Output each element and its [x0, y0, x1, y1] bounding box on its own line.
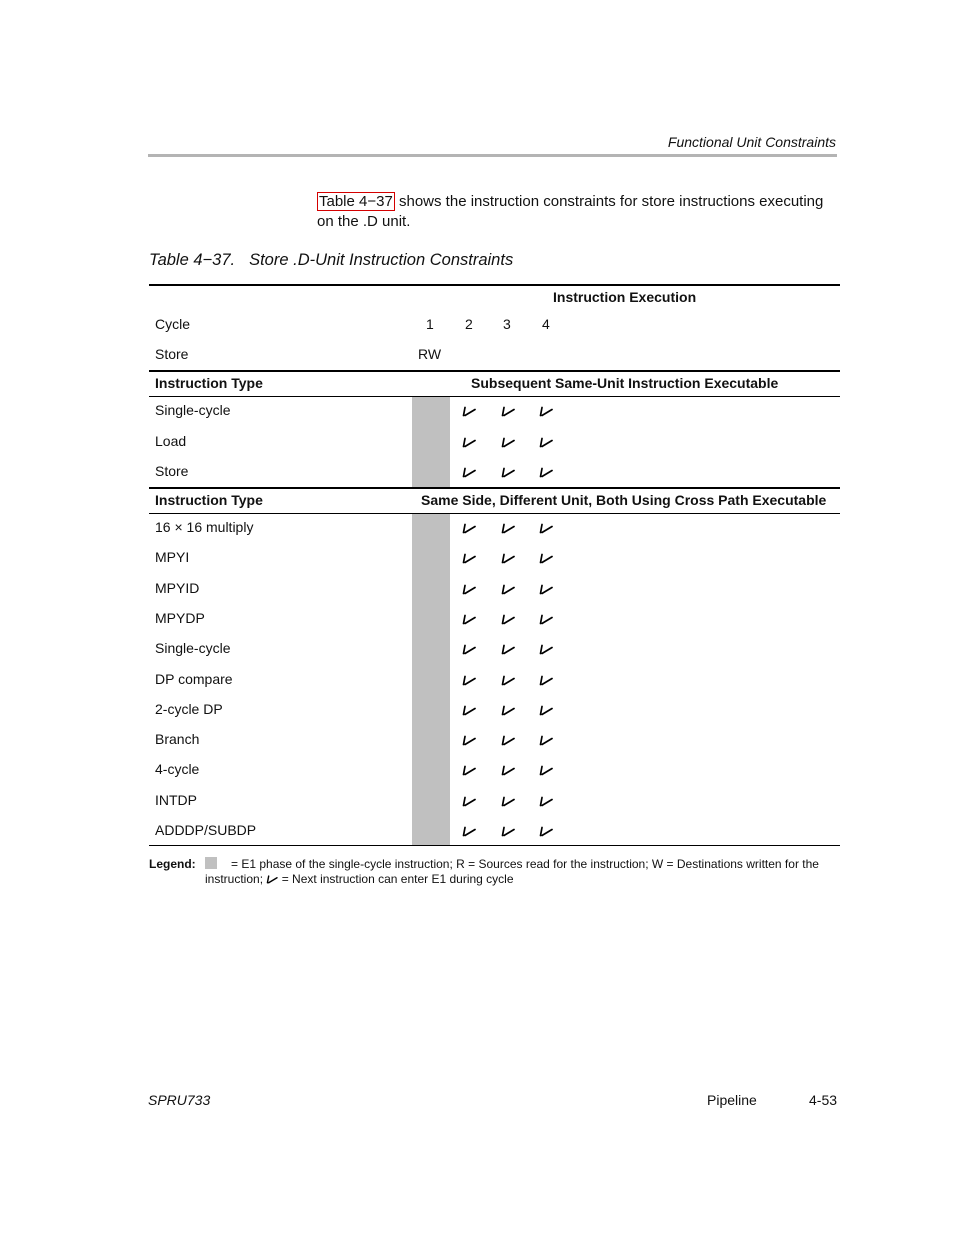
check-tick-icon: [266, 874, 278, 884]
instruction-type-cell: MPYID: [155, 579, 200, 596]
check-tick-icon: [462, 704, 476, 716]
check-tick-icon: [501, 674, 515, 686]
e1-shade-section2: [412, 514, 450, 845]
check-tick-icon: [462, 734, 476, 746]
check-tick-icon: [501, 704, 515, 716]
table-bottom-rule: [149, 845, 840, 846]
instruction-type-cell: Branch: [155, 731, 200, 748]
e1-shade-section1: [412, 397, 450, 487]
check-tick-icon: [462, 436, 476, 448]
instruction-type-cell: 16 × 16 multiply: [155, 519, 254, 535]
instruction-type-cell: ADDDP/SUBDP: [155, 822, 257, 838]
legend-text-1: = E1 phase of the single-cycle instruction; R = Sources read for the instruction; W = Destinations written for the instruction;: [205, 857, 819, 886]
check-tick-icon: [539, 583, 553, 595]
check-tick-icon: [501, 522, 515, 534]
check-tick-icon: [539, 704, 553, 716]
check-tick-icon: [501, 795, 515, 807]
check-tick-icon: [539, 825, 553, 837]
check-tick-icon: [539, 795, 553, 807]
section2-title: Same Side, Different Unit, Both Using Cross Path Executable: [421, 492, 827, 508]
check-tick-icon: [539, 405, 553, 417]
check-tick-icon: [501, 734, 515, 746]
check-tick-icon: [501, 466, 515, 478]
section2-type-header: Instruction Type: [155, 492, 263, 508]
instruction-type-cell: 4-cycle: [155, 761, 200, 778]
section1-title: Subsequent Same-Unit Instruction Executable: [471, 375, 779, 391]
check-tick-icon: [501, 436, 515, 448]
check-tick-icon: [539, 734, 553, 746]
instruction-type-cell: Single-cycle: [155, 402, 231, 418]
instruction-type-cell: DP compare: [155, 670, 233, 687]
footer-page-number: 4-53: [809, 1092, 838, 1108]
check-tick-icon: [462, 405, 476, 417]
store-value: RW: [418, 346, 442, 362]
section2-top-rule: [149, 487, 840, 489]
instruction-type-cell: INTDP: [155, 791, 197, 808]
table-xref-link[interactable]: Table 4−37: [319, 193, 393, 210]
check-tick-icon: [501, 583, 515, 595]
check-tick-icon: [501, 552, 515, 564]
legend-label: Legend:: [149, 857, 196, 871]
check-tick-icon: [539, 643, 553, 655]
instruction-type-cell: Single-cycle: [155, 640, 231, 657]
e1-swatch-icon: [205, 857, 217, 869]
check-tick-icon: [501, 764, 515, 776]
cycle-number: 2: [465, 316, 473, 332]
check-tick-icon: [539, 436, 553, 448]
cycle-number: 1: [426, 316, 434, 332]
check-tick-icon: [462, 466, 476, 478]
check-tick-icon: [462, 795, 476, 807]
footer-section: Pipeline: [707, 1092, 757, 1108]
instruction-type-cell: Store: [155, 463, 189, 479]
store-label: Store: [155, 346, 189, 362]
check-tick-icon: [539, 613, 553, 625]
table-top-rule: [149, 284, 840, 286]
check-tick-icon: [539, 522, 553, 534]
check-tick-icon: [462, 643, 476, 655]
check-tick-icon: [462, 674, 476, 686]
check-tick-icon: [539, 764, 553, 776]
check-tick-icon: [462, 825, 476, 837]
check-tick-icon: [501, 825, 515, 837]
footer-doc-id: SPRU733: [148, 1092, 211, 1108]
check-tick-icon: [539, 552, 553, 564]
check-tick-icon: [501, 643, 515, 655]
instruction-type-cell: Load: [155, 432, 187, 449]
intro-text: shows the instruction constraints for store instructions executing on the .D unit.: [317, 193, 824, 230]
cycle-number: 3: [503, 316, 511, 332]
cycle-number: 4: [542, 316, 550, 332]
check-tick-icon: [462, 552, 476, 564]
section1-top-rule: [149, 370, 840, 372]
exec-header: Instruction Execution: [553, 289, 697, 305]
instruction-type-cell: MPYDP: [155, 609, 205, 626]
cycle-label: Cycle: [155, 316, 191, 332]
check-tick-icon: [462, 764, 476, 776]
section2-header-rule: [149, 513, 840, 514]
check-tick-icon: [501, 405, 515, 417]
check-tick-icon: [462, 583, 476, 595]
instruction-type-cell: 2-cycle DP: [155, 700, 223, 717]
check-tick-icon: [462, 522, 476, 534]
check-tick-icon: [539, 674, 553, 686]
legend-text: [205, 857, 841, 887]
table-caption-title: Store .D-Unit Instruction Constraints: [249, 251, 514, 269]
table-caption-number: Table 4−37.: [149, 251, 236, 269]
section1-type-header: Instruction Type: [155, 375, 263, 391]
section1-header-rule: [149, 396, 840, 397]
check-tick-icon: [462, 613, 476, 625]
check-tick-icon: [539, 466, 553, 478]
legend-text-2: = Next instruction can enter E1 during cycle: [281, 872, 514, 886]
check-tick-icon: [501, 613, 515, 625]
instruction-type-cell: MPYI: [155, 549, 190, 566]
running-header: Functional Unit Constraints: [667, 134, 836, 150]
